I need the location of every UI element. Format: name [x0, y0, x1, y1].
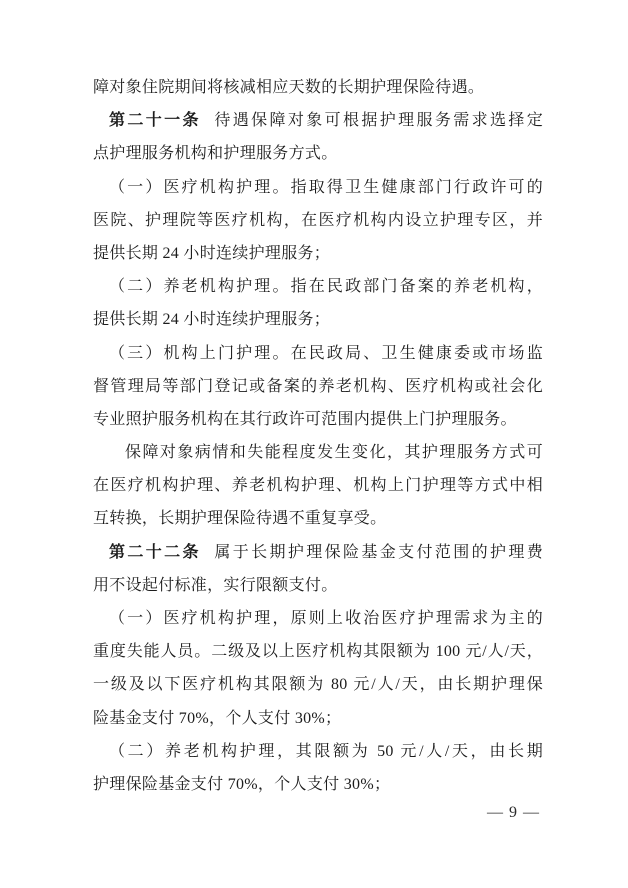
article-number: 第二十一条 [109, 112, 201, 130]
text-line: 督管理局等部门登记或备案的养老机构、医疗机构或社会化 [93, 377, 543, 395]
text-line: 保障对象病情和失能程度发生变化，其护理服务方式可 [125, 444, 543, 462]
text-line: 重度失能人员。二级及以上医疗机构其限额为 100 元/人/天， [93, 643, 543, 661]
text-block [93, 71, 543, 801]
text-line: 在医疗机构护理、养老机构护理、机构上门护理等方式中相 [93, 477, 543, 495]
text-line: （三）机构上门护理。在民政局、卫生健康委或市场监 [109, 344, 543, 362]
text-line: 护理保险基金支付 70%，个人支付 30%； [93, 775, 391, 793]
text-line: （二）养老机构护理。指在民政部门备案的养老机构， [109, 278, 543, 296]
text-line: 提供长期 24 小时连续护理服务； [93, 311, 331, 329]
text-line: 障对象住院期间将核减相应天数的长期护理保险待遇。 [93, 79, 485, 96]
text-line: 第二十一条 待遇保障对象可根据护理服务需求选择定 [109, 112, 543, 130]
page-number: — 9 — [487, 804, 540, 821]
text-line: （一）医疗机构护理，原则上收治医疗护理需求为主的 [109, 610, 543, 627]
text-line: 专业照护服务机构在其行政许可范围内提供上门护理服务。 [93, 410, 517, 428]
text-line: 一级及以下医疗机构其限额为 80 元/人/天，由长期护理保 [93, 676, 543, 694]
article-number: 第二十二条 [109, 543, 201, 561]
text-line: 第二十二条 属于长期护理保险基金支付范围的护理费 [109, 543, 543, 561]
text-line: 互转换，长期护理保险待遇不重复享受。 [93, 510, 387, 528]
text-line: 提供长期 24 小时连续护理服务； [93, 244, 331, 262]
text-line: 点护理服务机构和护理服务方式。 [93, 145, 338, 163]
text-line: （二）养老机构护理，其限额为 50 元/人/天，由长期 [109, 742, 543, 760]
text-line: 险基金支付 70%，个人支付 30%； [93, 709, 342, 727]
text-line: （一）医疗机构护理。指取得卫生健康部门行政许可的 [109, 178, 543, 196]
text-line: 用不设起付标准，实行限额支付。 [93, 576, 338, 594]
text-line: 医院、护理院等医疗机构，在医疗机构内设立护理专区，并 [93, 211, 543, 229]
